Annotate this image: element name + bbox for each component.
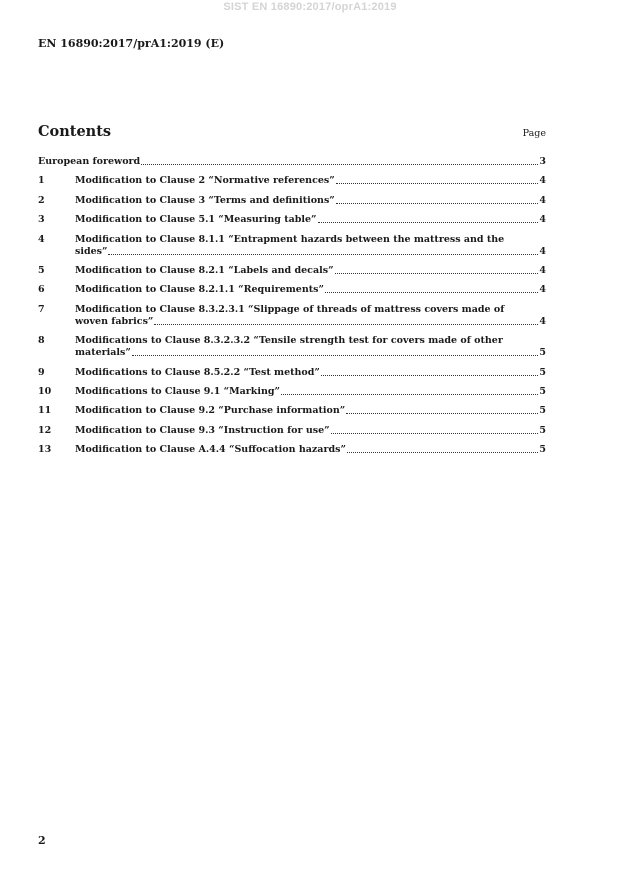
toc-entry-text-line1[interactable]: Modification to Clause 8.1.1 “Entrapment hazards between the mattress and the — [75, 233, 505, 245]
toc-entry-number: 12 — [38, 424, 52, 436]
toc-entry-text[interactable]: Modification to Clause 3 “Terms and definitions” — [75, 194, 335, 206]
toc-entry-3[interactable] — [38, 214, 546, 226]
watermark: SIST EN 16890:2017/oprA1:2019 — [223, 1, 397, 13]
toc-entry-5[interactable] — [38, 265, 546, 277]
toc-entry-text[interactable]: Modification to Clause 9.3 “Instruction for use” — [75, 424, 330, 436]
toc-entry-text-line1[interactable]: Modifications to Clause 8.3.2.3.2 “Tensile strength test for covers made of other — [75, 335, 503, 347]
toc-entry-text[interactable]: Modifications to Clause 9.1 “Marking” — [75, 385, 280, 397]
toc-entry-text[interactable]: Modification to Clause A.4.4 “Suffocation hazards” — [75, 444, 346, 456]
dot-leader — [154, 324, 538, 325]
toc-entry-8[interactable] — [38, 335, 546, 359]
toc-entry-page: 4 — [539, 175, 546, 187]
toc-entry-page: 4 — [539, 194, 546, 206]
dot-leader — [336, 203, 539, 204]
toc-entry-7[interactable] — [38, 304, 546, 328]
toc-entry-page: 3 — [539, 156, 546, 167]
toc-entry-foreword[interactable] — [38, 156, 546, 168]
toc-entry-page: 4 — [539, 315, 546, 327]
toc-entry-text[interactable]: Modification to Clause 2 “Normative references” — [75, 175, 335, 187]
toc-entry-page: 5 — [539, 424, 546, 436]
toc-entry-number: 9 — [38, 366, 45, 378]
toc-entry-number: 10 — [38, 385, 52, 397]
toc-entry-page: 5 — [539, 405, 546, 417]
contents-title: Contents — [38, 123, 112, 140]
dot-leader — [346, 413, 538, 414]
toc-entry-1[interactable] — [38, 175, 546, 187]
toc-entry-10[interactable] — [38, 386, 546, 398]
toc-entry-text[interactable]: Modification to Clause 8.2.1 “Labels and decals” — [75, 264, 334, 276]
toc-entry-12[interactable] — [38, 425, 546, 437]
toc-entry-page: 5 — [539, 444, 546, 456]
toc-entry-page: 5 — [539, 347, 546, 359]
dot-leader — [141, 164, 538, 165]
toc-entry-page: 4 — [539, 214, 546, 226]
dot-leader — [108, 254, 538, 255]
dot-leader — [331, 433, 539, 434]
toc-entry-13[interactable] — [38, 444, 546, 456]
document-header: EN 16890:2017/prA1:2019 (E) — [38, 37, 225, 50]
dot-leader — [132, 355, 539, 356]
toc-entry-2[interactable] — [38, 195, 546, 207]
toc-entry-number: 11 — [38, 405, 52, 417]
toc-entry-number: 7 — [38, 303, 45, 315]
toc-entry-9[interactable] — [38, 367, 546, 379]
toc-entry-text-line2[interactable]: materials” — [75, 347, 131, 359]
dot-leader — [335, 273, 539, 274]
toc-entry-number: 1 — [38, 175, 45, 187]
toc-entry-text[interactable]: Modification to Clause 5.1 “Measuring table” — [75, 214, 317, 226]
toc-entry-number: 8 — [38, 335, 45, 347]
dot-leader — [318, 222, 539, 223]
toc-entry-page: 4 — [539, 264, 546, 276]
toc-entry-4[interactable] — [38, 234, 546, 258]
toc-entry-page: 4 — [539, 245, 546, 257]
toc-entry-page: 5 — [539, 366, 546, 378]
toc-entry-page: 4 — [539, 284, 546, 296]
dot-leader — [321, 375, 539, 376]
toc-entry-number: 6 — [38, 284, 45, 296]
toc-entry-number: 4 — [38, 233, 45, 245]
toc-entry-text-line1[interactable]: Modification to Clause 8.3.2.3.1 “Slippage of threads of mattress covers made of — [75, 303, 505, 315]
dot-leader — [336, 183, 539, 184]
toc-entry-text-line2[interactable]: sides” — [75, 245, 108, 257]
dot-leader — [325, 292, 538, 293]
toc-entry-text-line2[interactable]: woven fabrics” — [75, 315, 154, 327]
toc-entry-text[interactable]: Modifications to Clause 8.5.2.2 “Test method” — [75, 366, 320, 378]
toc-entry-text[interactable]: Modification to Clause 8.2.1.1 “Requirements” — [75, 284, 324, 296]
dot-leader — [347, 452, 538, 453]
toc-entry-number: 3 — [38, 214, 45, 226]
toc-entry-text[interactable]: European foreword — [38, 156, 141, 167]
table-of-contents — [38, 156, 546, 463]
toc-entry-number: 5 — [38, 264, 45, 276]
toc-entry-number: 13 — [38, 444, 52, 456]
toc-entry-number: 2 — [38, 194, 45, 206]
toc-entry-6[interactable] — [38, 284, 546, 296]
page-number: 2 — [38, 834, 46, 847]
page-column-label: Page — [522, 128, 546, 139]
toc-entry-page: 5 — [539, 385, 546, 397]
toc-entry-11[interactable] — [38, 405, 546, 417]
toc-entry-text[interactable]: Modification to Clause 9.2 “Purchase information” — [75, 405, 346, 417]
dot-leader — [281, 394, 538, 395]
